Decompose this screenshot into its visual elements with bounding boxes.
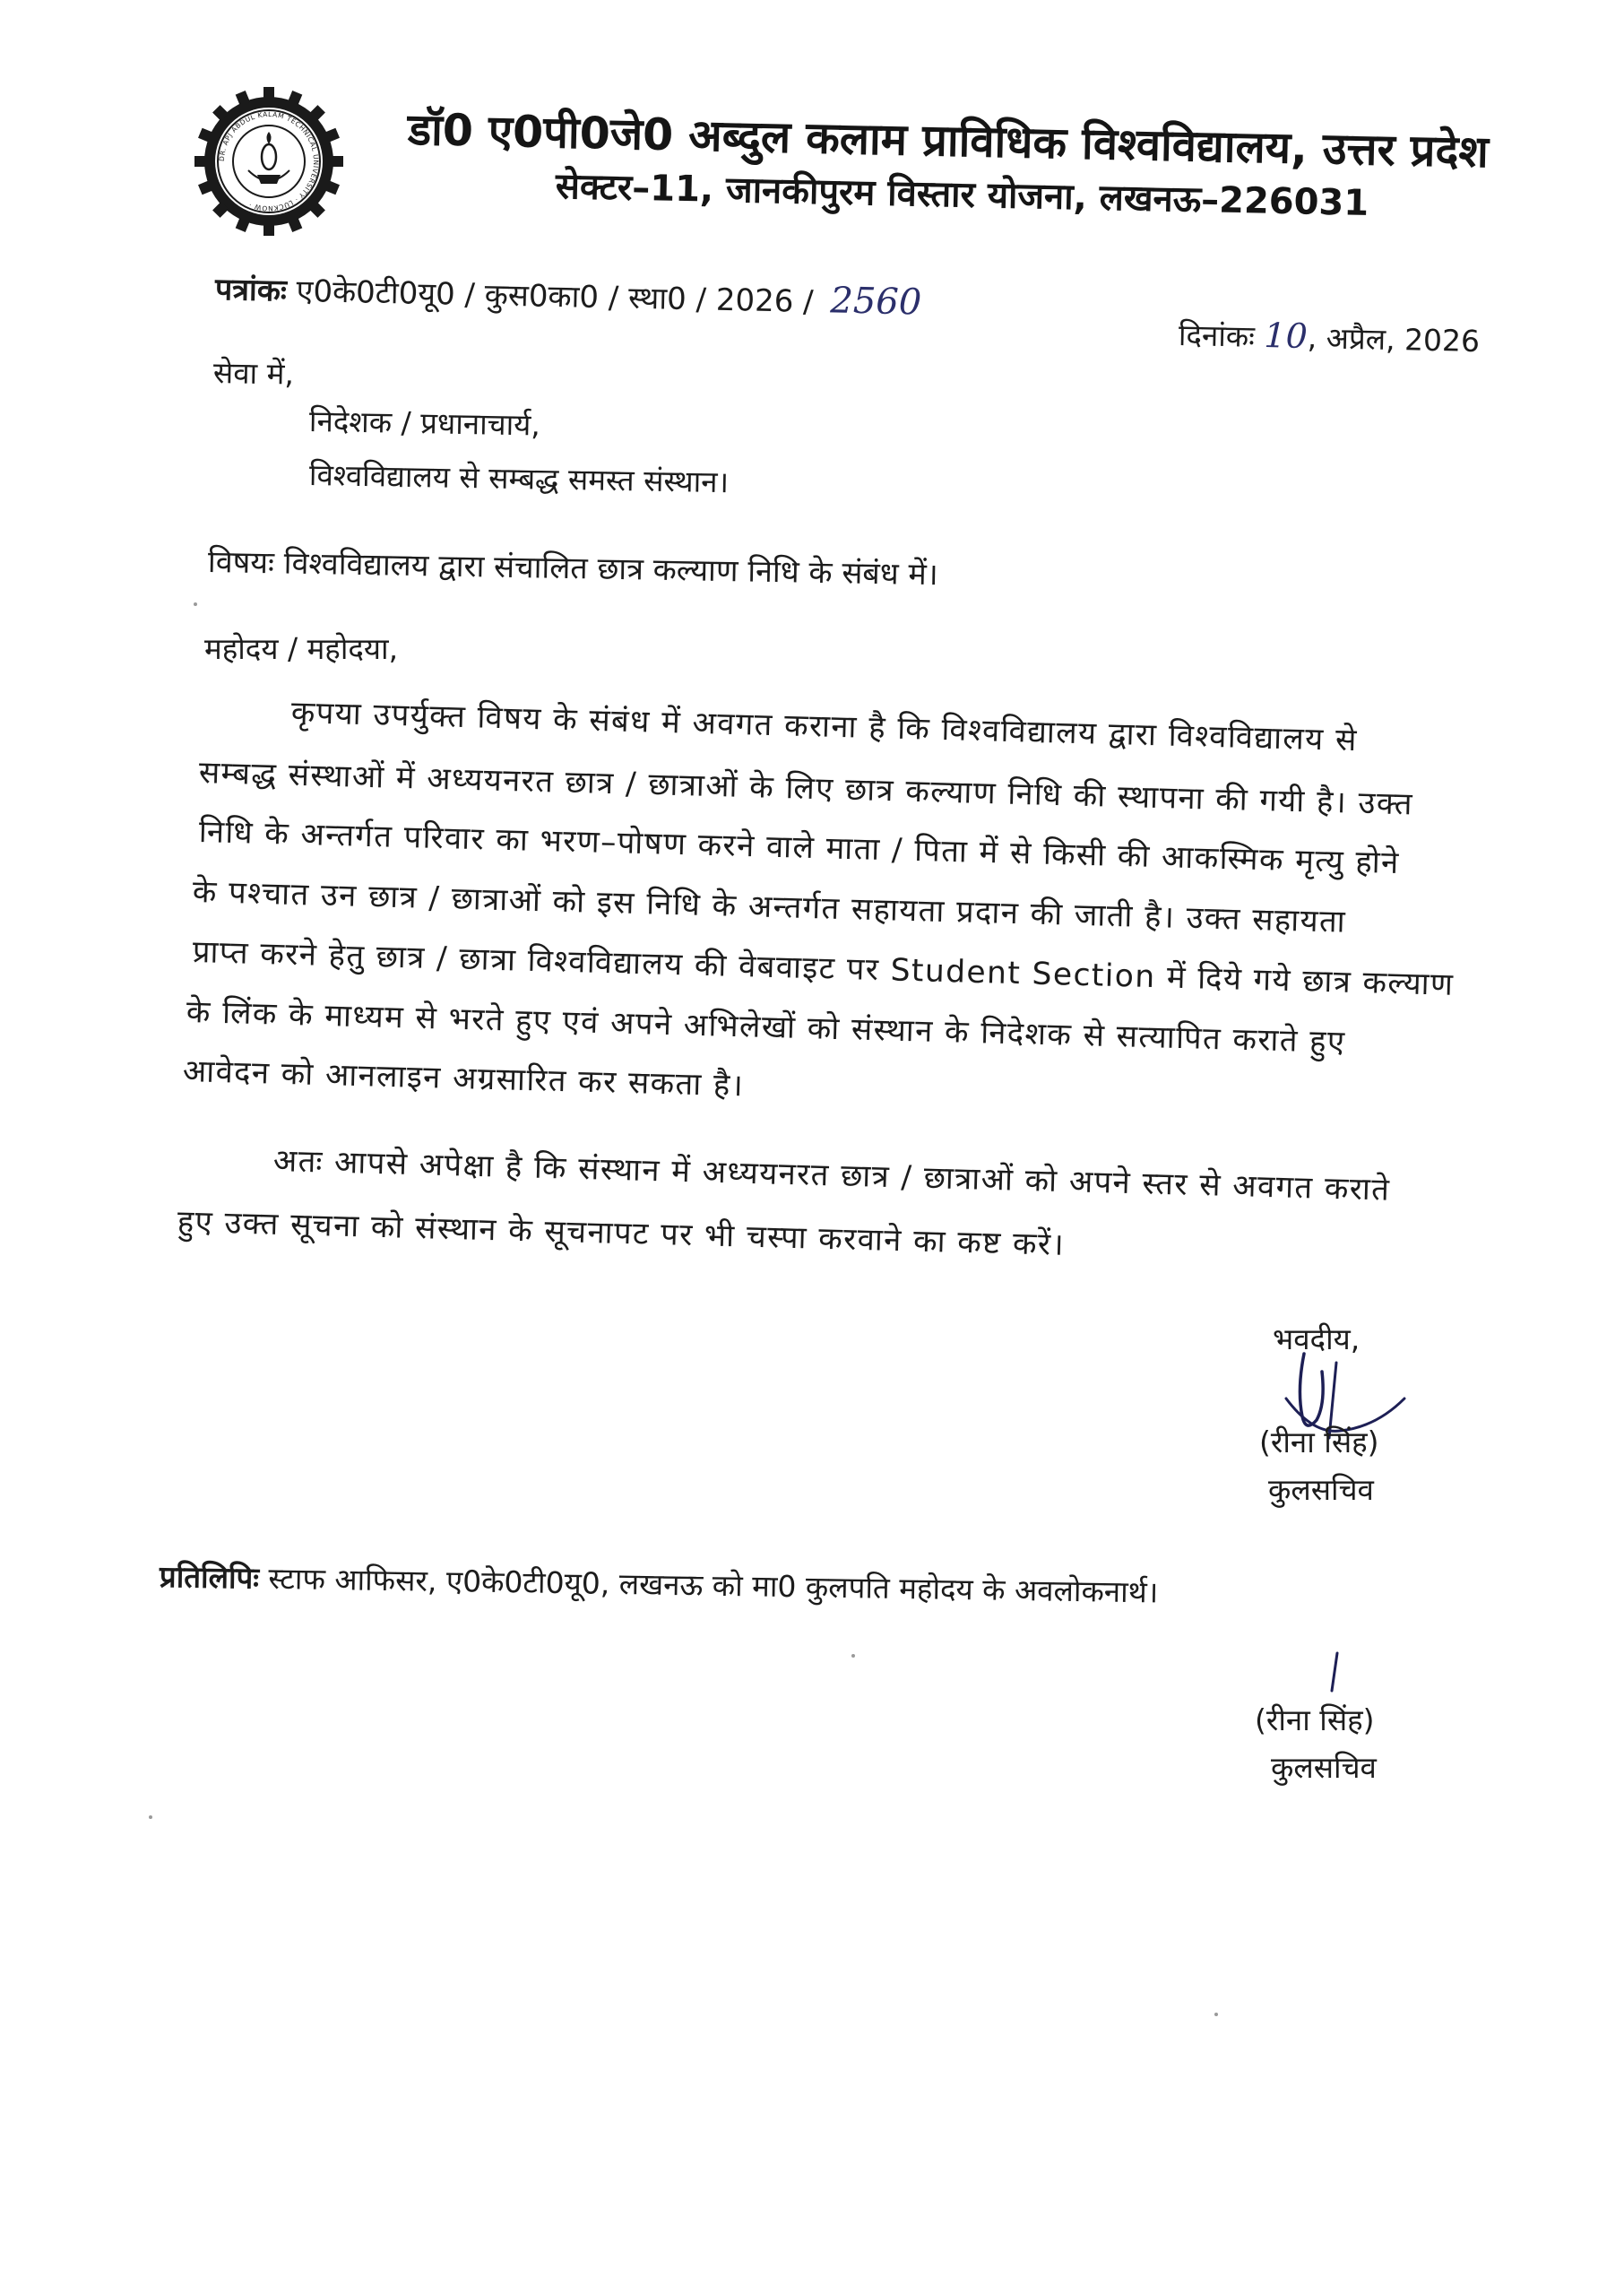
date-line — [1179, 314, 1481, 360]
pen-mark — [1325, 1650, 1343, 1694]
copy-text: स्टाफ आफिसर, ए0के0टी0यू0, लखनऊ को मा0 कुलपति महोदय के अवलोकनार्थ। — [268, 1560, 1159, 1610]
date-rest: , अप्रैल, 2026 — [1307, 320, 1481, 359]
recipient-line-2: निदेशक / प्रधानाचार्य, — [308, 403, 541, 443]
paragraph1-line: प्राप्त करने हेतु छात्र / छात्रा विश्वविद्यालय की वेबवाइट पर Student Section में दिये गये छात्र कल्याण — [192, 934, 1455, 1003]
scan-speck — [1214, 2013, 1218, 2016]
paragraph1-line: के पश्चात उन छात्र / छात्राओं को इस निधि के अन्तर्गत सहायता प्रदान की जाती है। उक्त सहायता — [192, 874, 1347, 940]
date-day-handwritten: 10 — [1263, 316, 1309, 357]
paragraph2-line: हुए उक्त सूचना को संस्थान के सूचनापट पर भी चस्पा करवाने का कष्ट करें। — [177, 1204, 1066, 1263]
date-label: दिनांकः — [1178, 317, 1256, 354]
recipient-line-1: सेवा में, — [212, 355, 295, 392]
scan-speck — [194, 602, 197, 606]
paragraph1-line: कृपया उपर्युक्त विषय के संबंध में अवगत कराना है कि विश्वविद्यालय द्वारा विश्वविद्यालय से — [290, 695, 1359, 759]
paragraph2-line: अतः आपसे अपेक्षा है कि संस्थान में अध्ययनरत छात्र / छात्राओं को अपने स्तर से अवगत कराते — [272, 1143, 1391, 1208]
copy-line — [160, 1555, 1159, 1611]
paragraph1-line: के लिंक के माध्यम से भरते हुए एवं अपने अभिलेखों को संस्थान के निदेशक से सत्यापित कराते हुए — [186, 994, 1346, 1061]
reference-value: ए0के0टी0यू0 / कुस0का0 / स्था0 / 2026 / — [296, 273, 815, 320]
university-seal-logo — [193, 85, 345, 238]
reference-line — [215, 267, 922, 324]
recipient-line-3: विश्वविद्यालय से सम्बद्ध समस्त संस्थान। — [308, 457, 730, 500]
signatory-designation-2: कुलसचिव — [1271, 1750, 1377, 1785]
subject-line: विषयः विश्वविद्यालय द्वारा संचालित छात्र कल्याण निधि के संबंध में। — [207, 544, 939, 593]
signatory-designation: कुलसचिव — [1268, 1472, 1374, 1507]
svg-text:DR. APJ ABDUL KALAM TECHNICAL: DR. APJ ABDUL KALAM TECHNICAL UNIVERSITY · LUCKNOW · — [217, 109, 321, 213]
paragraph1-line: निधि के अन्तर्गत परिवार का भरण–पोषण करने वाले माता / पिता में से किसी की आकस्मिक मृत्यु होने — [198, 814, 1401, 882]
signatory-name: (रीना सिंह) — [1259, 1425, 1379, 1459]
scan-speck — [149, 1815, 152, 1819]
signature-closing: भवदीय, — [1273, 1321, 1361, 1356]
signatory-name-2: (रीना सिंह) — [1255, 1702, 1375, 1737]
paragraph1-line: आवेदन को आनलाइन अग्रसारित कर सकता है। — [182, 1053, 745, 1104]
reference-number-handwritten: 2560 — [829, 280, 922, 324]
copy-label: प्रतिलिपिः — [159, 1559, 260, 1596]
university-name: डॉ0 ए0पी0जे0 अब्दुल कलाम प्राविधिक विश्वविद्यालय, उत्तर प्रदेश — [407, 104, 1490, 178]
scan-speck — [851, 1654, 855, 1658]
reference-label: पत्रांकः — [214, 272, 288, 309]
paragraph1-line: सम्बद्ध संस्थाओं में अध्ययनरत छात्र / छात्राओं के लिए छात्र कल्याण निधि की स्थापना की गयी है। उक्त — [198, 755, 1414, 823]
salutation: महोदय / महोदया, — [204, 631, 399, 666]
university-address: सेक्टर–11, जानकीपुरम विस्तार योजना, लखनऊ–226031 — [555, 166, 1369, 224]
